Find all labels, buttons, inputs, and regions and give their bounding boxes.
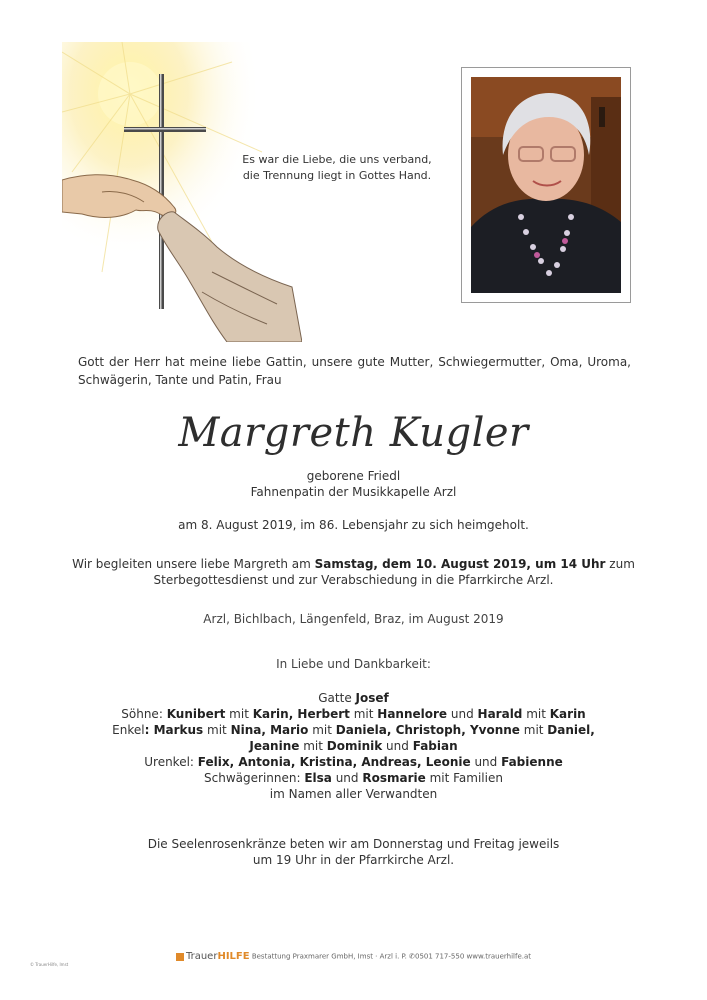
deceased-role: Fahnenpatin der Musikkapelle Arzl — [250, 485, 457, 499]
memorial-quote — [232, 152, 442, 184]
quote-line-1: Es war die Liebe, die uns verband, — [242, 153, 432, 166]
family-soehne: Söhne: Kunibert mit Karin, Herbert mit Hannelore und Harald mit Karin — [121, 707, 586, 721]
spouse-name: Josef — [355, 691, 389, 705]
family-enkel: Enkel: Markus mit Nina, Mario mit Daniela, Christoph, Yvonne mit Daniel, — [112, 723, 595, 737]
portrait-frame — [461, 67, 631, 303]
funeral-line-1 — [0, 556, 707, 572]
deceased-name: Margreth Kugler — [178, 410, 529, 456]
copyright-note: © TrauerHilfe, Imst — [30, 962, 69, 967]
funeral-date: Samstag, dem 10. August 2019, um 14 Uhr — [314, 557, 606, 571]
quote-line-2: die Trennung liegt in Gottes Hand. — [242, 169, 432, 182]
rosary-line-1: Die Seelenrosenkränze beten wir am Donnerstag und Freitag jeweils — [147, 837, 560, 851]
funeral-post: zum — [605, 557, 635, 571]
funeral-pre: Wir begleiten unsere liebe Margreth am — [72, 557, 315, 571]
intro-text: Gott der Herr hat meine liebe Gattin, unsere gute Mutter, Schwiegermutter, Oma, Uroma, Schwägerin, Tante und Patin, Frau — [78, 355, 631, 387]
footer — [0, 951, 707, 962]
portrait-photo — [471, 77, 621, 293]
rosary-line-2: um 19 Uhr in der Pfarrkirche Arzl. — [252, 853, 455, 867]
trauerhilfe-logo-icon — [176, 953, 184, 961]
death-notice: am 8. August 2019, im 86. Lebensjahr zu sich heimgeholt. — [178, 518, 529, 532]
family-relatives: im Namen aller Verwandten — [269, 787, 438, 801]
family-urenkel: Urenkel: Felix, Antonia, Kristina, Andreas, Leonie und Fabienne — [144, 755, 563, 769]
place-date: Arzl, Bichlbach, Längenfeld, Braz, im August 2019 — [203, 612, 504, 626]
family-gatte: Gatte Josef — [318, 691, 389, 705]
family-schwaegerinnen: Schwägerinnen: Elsa und Rosmarie mit Familien — [204, 771, 503, 785]
birth-name: geborene Friedl — [306, 469, 401, 483]
funeral-line-2: Sterbegottesdienst und zur Verabschiedung in die Pfarrkirche Arzl. — [153, 573, 554, 587]
family-enkel-2: Jeanine mit Dominik und Fabian — [249, 739, 458, 753]
gratitude: In Liebe und Dankbarkeit: — [276, 657, 431, 671]
footer-contact: Bestattung Praxmarer GmbH, Imst · Arzl i. P. ✆0501 717-550 www.trauerhilfe.at — [251, 952, 532, 961]
cross-hands-illustration — [62, 42, 302, 342]
footer-logo: TrauerHILFE — [185, 951, 250, 962]
